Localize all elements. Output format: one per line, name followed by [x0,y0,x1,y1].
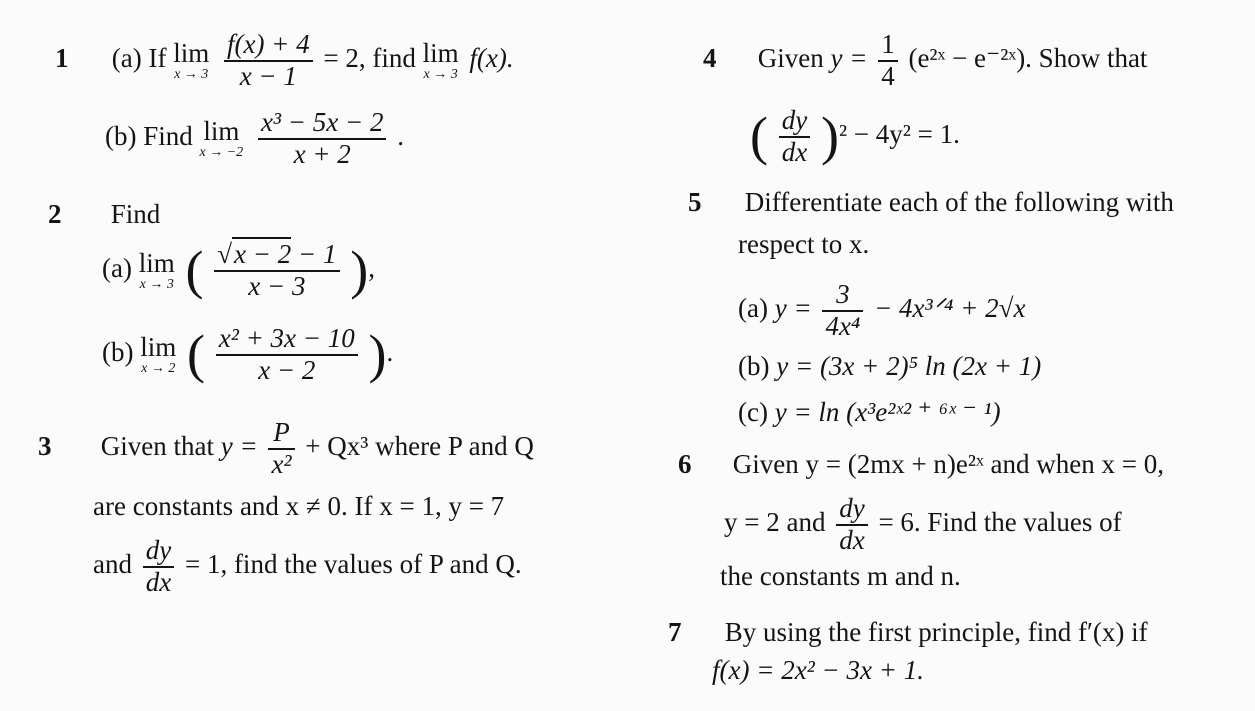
fraction-denominator: x² [271,448,292,479]
part-label: (b) [738,351,770,381]
q6-line2-post: = 6. Find the values of [878,506,1122,537]
question-5-line2: respect to x. [738,229,870,259]
lim-sub: x → 3 [423,66,458,82]
fraction-numerator: dy [836,494,867,526]
q2b-end: . [386,336,394,367]
fraction [822,280,863,341]
fraction-numerator: dy [779,106,810,138]
fraction [258,108,387,169]
lim-text: lim [138,248,175,279]
question-6-line2 [724,494,1122,555]
lim-sub: x → −2 [199,144,244,160]
sqrt-radicand: x − 2 [234,239,292,269]
question-5a [738,280,1025,341]
fraction-numerator [214,240,339,272]
q5b-expression: y = (3x + 2)⁵ ln (2x + 1) [776,351,1042,381]
question-number: 7 [668,617,682,647]
derivative-fraction [143,536,174,597]
question-4-line1 [703,30,1147,91]
fraction-numerator: dy [143,536,174,568]
fraction [214,240,339,301]
fraction-numerator: 3 [822,280,863,312]
fraction-denominator: x + 2 [293,138,351,169]
question-4-line2 [750,106,960,167]
q3-given-that: Given that [100,430,214,461]
lim-text: lim [422,38,459,69]
lim-sub: x → 3 [139,276,174,292]
fraction [878,30,898,91]
lim-text: lim [173,38,210,69]
part-label: (a) [102,252,132,283]
numerator-rest: − 1 [298,239,337,269]
fraction [268,418,294,479]
limit [173,39,209,82]
part-label: (a) [738,292,768,323]
q4-expression: (e²ˣ − e⁻²ˣ). Show that [908,42,1148,73]
q1b-find: Find [143,120,193,151]
q1a-fx: f(x). [469,42,514,73]
question-2b [102,324,393,385]
part-label: (b) [102,336,134,367]
fraction-denominator: x − 2 [258,354,316,385]
question-6-line3: the constants m and n. [720,561,961,591]
right-paren: ) [820,105,839,166]
fraction-denominator: x − 3 [248,270,306,301]
fraction-denominator: dx [145,566,172,597]
question-5b [738,352,1041,382]
question-number: 4 [703,42,717,73]
left-paren: ( [185,239,204,300]
question-1a [55,30,514,91]
question-1b [105,108,404,169]
limit [139,249,175,292]
lim-text: lim [140,332,177,363]
q3-line1-post: + Qx³ where P and Q [305,430,534,461]
q5c-expression: y = ln (x³e²ˣ² ⁺ ⁶ˣ ⁻ ¹) [774,397,1001,427]
fraction-denominator: 4x⁴ [825,310,861,341]
question-3-line1 [38,418,534,479]
limit [140,333,176,376]
q4-y-eq: y = [830,42,868,73]
left-paren: ( [187,323,205,384]
lim-sub: x → 3 [174,66,209,82]
q6-line1: Given y = (2mx + n)e²ˣ and when x = 0, [732,449,1164,479]
fraction-denominator: 4 [881,60,895,91]
question-number: 3 [38,430,52,461]
q5-instruction: Differentiate each of the following with [744,187,1174,217]
question-number: 2 [48,199,62,229]
right-paren: ) [368,323,387,384]
q1a-if: If [148,42,167,73]
right-paren: ) [350,239,369,300]
q3-y-eq: y = [220,430,258,461]
question-7-line1 [668,618,1148,648]
q4-line2-post: ² − 4y² = 1. [838,118,960,149]
question-7-line2: f(x) = 2x² − 3x + 1. [712,655,924,685]
question-number: 5 [688,187,702,217]
question-2-heading [48,200,160,230]
limit [423,39,459,82]
question-2a [102,240,375,301]
part-label: (c) [738,397,768,427]
q3-line3-post: = 1, find the values of P and Q. [184,548,522,579]
q6-line2-pre: y = 2 and [724,506,826,537]
question-5-line1 [688,188,1174,218]
q1a-equals: = 2, find [323,42,416,73]
question-number: 1 [55,42,69,73]
fraction-numerator: P [268,418,294,450]
limit [200,117,244,160]
q1b-end: . [397,120,404,151]
fraction-denominator: dx [839,524,865,555]
question-6-line1 [678,450,1164,480]
fraction-numerator: x³ − 5x − 2 [258,108,387,140]
fraction-numerator: x² + 3x − 10 [216,324,358,356]
fraction-numerator: 1 [878,30,898,62]
question-number: 6 [678,449,692,479]
q4-given: Given [757,42,824,73]
lim-sub: x → 2 [141,360,176,376]
q3-and: and [93,548,132,579]
fraction [224,30,313,91]
q2a-end: , [368,252,375,283]
q5a-y-eq: y = [774,292,812,323]
part-label: (a) [111,42,142,73]
sqrt-symbol: √ [217,239,233,269]
q7-line1: By using the first principle, find f′(x) if [724,617,1148,647]
q2-find: Find [110,199,161,229]
left-paren: ( [750,105,768,166]
fraction-denominator: dx [781,136,808,167]
part-label: (b) [105,120,137,151]
q5a-rest: − 4x³ᐟ⁴ + 2√x [874,292,1026,323]
question-5c [738,398,1001,428]
question-3-line2: are constants and x ≠ 0. If x = 1, y = 7 [93,491,505,521]
derivative-fraction [836,494,867,555]
lim-text: lim [203,116,240,147]
derivative-fraction [779,106,810,167]
fraction-denominator: x − 1 [239,60,297,91]
fraction-numerator: f(x) + 4 [224,30,313,62]
question-3-line3 [93,536,522,597]
fraction [216,324,358,385]
